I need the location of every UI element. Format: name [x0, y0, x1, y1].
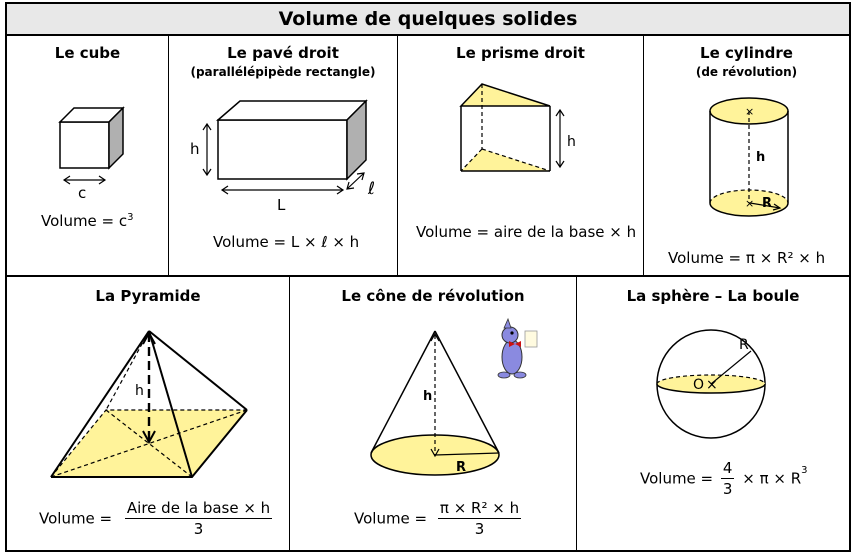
sphere-frac-denominator: 3 [722, 480, 733, 498]
pyramide-volume-numerator: Aire de la base × h [126, 499, 271, 517]
cylindre-R-label: R [762, 196, 773, 211]
sphere-frac-numerator: 4 [722, 459, 733, 477]
cell-pave-droit [169, 36, 398, 277]
cube-volume [41, 212, 134, 230]
pave-l-label: ℓ [368, 179, 376, 199]
prisme-h-label: h [567, 134, 576, 150]
sphere-title: La sphère – La boule [626, 287, 800, 305]
cone-volume-denominator: 3 [474, 520, 485, 538]
cube-figure [7, 76, 169, 226]
cell-cone [290, 277, 577, 550]
cell-cylindre [644, 36, 849, 277]
cone-volume [354, 499, 521, 538]
sphere-R-label: R [739, 337, 749, 353]
prisme-volume: Volume = aire de la base × h [416, 223, 637, 241]
sphere-volume-suffix: × π × R [742, 469, 802, 488]
prisme-title: Le prisme droit [456, 44, 585, 62]
cone-volume-prefix: Volume = [354, 509, 428, 528]
sphere-volume [640, 459, 808, 498]
pyramide-title: La Pyramide [95, 287, 201, 305]
sphere-volume-prefix: Volume = [640, 469, 714, 488]
sphere-O-label: O [693, 377, 705, 393]
svg-text:×: × [745, 197, 755, 210]
cylindre-figure [644, 86, 849, 231]
sphere-volume-exponent: 3 [801, 465, 808, 476]
mascot-dragon-icon [498, 319, 537, 378]
prisme-figure [398, 76, 644, 216]
pyramide-volume-prefix: Volume = [39, 509, 113, 528]
svg-text:×: × [745, 105, 755, 118]
cell-pyramide [7, 277, 290, 550]
cube-edge-label: c [78, 184, 87, 202]
cube-volume-exponent: 3 [127, 212, 134, 223]
pyramide-figure [7, 313, 290, 493]
pave-h-label: h [190, 140, 200, 158]
cone-h-label: h [423, 389, 433, 404]
cone-volume-numerator: π × R² × h [439, 499, 520, 517]
sphere-figure [577, 321, 849, 461]
cube-volume-label: Volume = c [41, 212, 128, 230]
pave-title: Le pavé droit [227, 44, 339, 62]
cone-title: Le cône de révolution [341, 287, 525, 305]
pyramide-volume [39, 499, 272, 538]
pave-subtitle: (parallélépipède rectangle) [190, 65, 376, 79]
formula-sheet [5, 2, 851, 552]
cone-R-label: R [456, 460, 467, 475]
pyramide-h-label: h [135, 383, 144, 399]
cylindre-subtitle: (de révolution) [695, 65, 798, 79]
sheet-title: Volume de quelques solides [7, 4, 849, 36]
cylindre-volume: Volume = π × R² × h [668, 249, 826, 267]
cylindre-title: Le cylindre [700, 44, 793, 62]
cylindre-h-label: h [756, 150, 766, 165]
cell-prisme-droit [398, 36, 644, 277]
pave-volume: Volume = L × ℓ × h [213, 233, 360, 251]
cell-sphere [577, 277, 849, 550]
cell-cube [7, 36, 169, 277]
pave-L-label: L [277, 196, 286, 214]
pave-figure [169, 86, 398, 246]
pyramide-volume-denominator: 3 [193, 520, 204, 538]
cone-figure [290, 317, 577, 487]
cube-title: Le cube [54, 44, 121, 62]
svg-text:×: × [706, 377, 718, 393]
